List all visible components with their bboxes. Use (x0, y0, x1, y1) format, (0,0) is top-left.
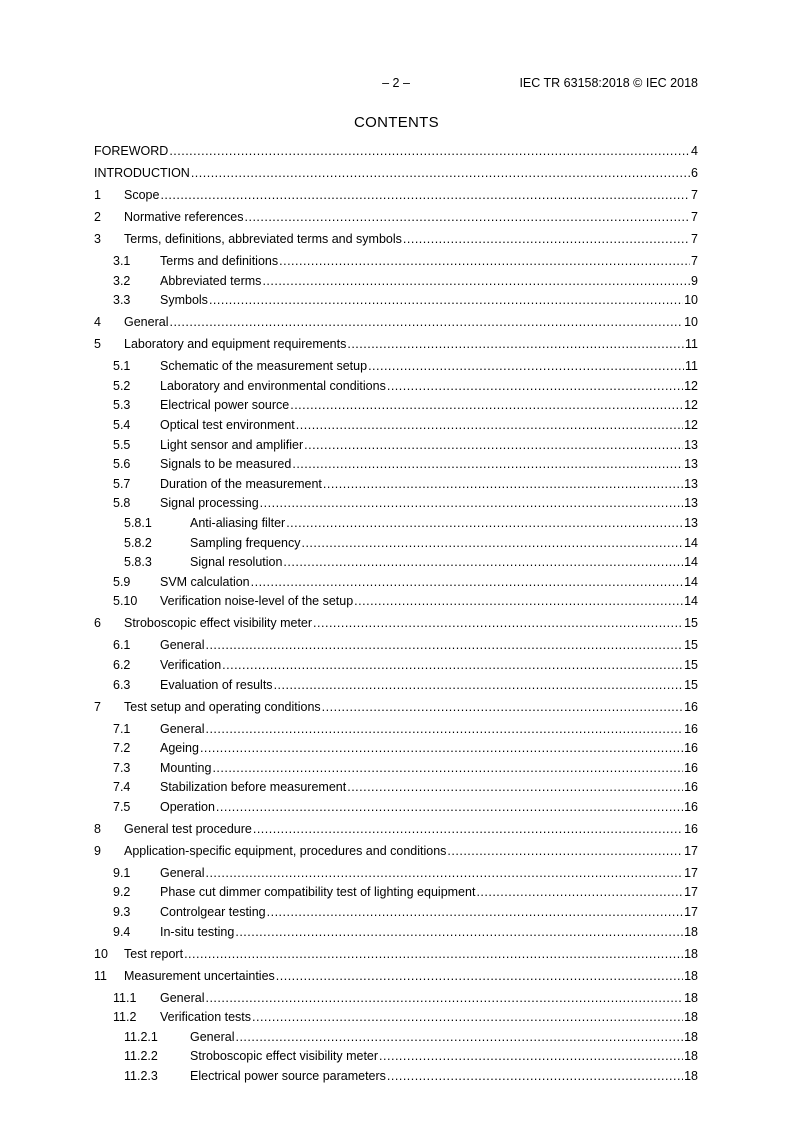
toc-entry-page[interactable]: 17 (684, 865, 698, 880)
toc-entry-page[interactable]: 18 (684, 968, 698, 983)
page-header (0, 76, 793, 92)
toc-entry-page[interactable]: 16 (684, 821, 698, 836)
toc-entry-number: 7.5 (113, 799, 131, 814)
toc-entry-number: 7.1 (113, 721, 131, 736)
toc-leader-dots (368, 359, 684, 374)
toc-entry-title[interactable]: Laboratory and equipment requirements (124, 337, 347, 352)
toc-entry-title[interactable]: Stabilization before measurement (160, 780, 347, 795)
toc-entry-title[interactable]: Verification (160, 657, 222, 672)
toc-entry-title[interactable]: Anti-aliasing filter (190, 515, 286, 530)
toc-entry[interactable] (94, 594, 698, 609)
toc-entry-number: 6.2 (113, 657, 131, 672)
toc-entry-title[interactable]: Operation (160, 799, 215, 814)
toc-entry[interactable] (94, 516, 698, 531)
toc-entry-page[interactable]: 12 (684, 398, 698, 413)
toc-leader-dots (245, 210, 691, 225)
toc-leader-dots (222, 658, 683, 673)
toc-entry[interactable] (94, 536, 698, 551)
toc-entry-number: 11.2.3 (124, 1069, 158, 1084)
toc-entry[interactable] (94, 166, 698, 181)
toc-entry-number: 5.8.1 (124, 515, 152, 530)
toc-leader-dots (313, 616, 683, 631)
toc-entry-page[interactable]: 13 (684, 515, 698, 530)
toc-entry-page[interactable]: 6 (691, 166, 698, 180)
toc-entry-page[interactable]: 14 (684, 594, 698, 609)
toc-entry-page[interactable]: 17 (684, 905, 698, 920)
toc-entry-title[interactable]: Terms, definitions, abbreviated terms and symbols (124, 232, 402, 246)
toc-entry[interactable] (94, 1030, 698, 1045)
toc-entry[interactable] (94, 947, 698, 962)
toc-entry-page[interactable]: 18 (684, 1069, 698, 1084)
toc-leader-dots (286, 516, 683, 531)
toc-leader-dots (169, 144, 690, 159)
toc-entry-page[interactable]: 16 (684, 780, 698, 795)
toc-entry[interactable] (94, 616, 698, 631)
toc-leader-dots (262, 274, 690, 289)
toc-entry-title[interactable]: Mounting (160, 760, 212, 775)
toc-entry-number: 11.2.1 (124, 1029, 158, 1044)
toc-entry-page[interactable]: 12 (684, 378, 698, 393)
toc-entry[interactable] (94, 925, 698, 940)
toc-entry-page[interactable]: 16 (684, 721, 698, 736)
toc-leader-dots (274, 678, 684, 693)
toc-entry-number: 1 (94, 188, 101, 202)
toc-entry-page[interactable]: 16 (684, 799, 698, 814)
toc-entry-title[interactable]: Optical test environment (160, 417, 295, 432)
toc-leader-dots (216, 800, 683, 815)
toc-entry-title[interactable]: Electrical power source (160, 398, 290, 413)
toc-leader-dots (235, 925, 683, 940)
toc-entry-title[interactable]: INTRODUCTION (94, 166, 190, 180)
toc-entry-page[interactable]: 9 (691, 273, 698, 288)
toc-entry-title[interactable]: In-situ testing (160, 924, 235, 939)
toc-entry[interactable] (94, 1010, 698, 1025)
toc-entry-number: 7.4 (113, 780, 131, 795)
toc-entry[interactable] (94, 991, 698, 1006)
toc-entry-title[interactable]: Electrical power source parameters (190, 1069, 386, 1084)
toc-entry-page[interactable]: 18 (684, 990, 698, 1005)
table-of-contents (94, 144, 698, 1084)
toc-entry[interactable] (94, 315, 698, 330)
toc-entry-number: 7 (94, 699, 101, 714)
toc-entry-title[interactable]: Evaluation of results (160, 677, 273, 692)
toc-entry-title[interactable]: Controlgear testing (160, 905, 266, 920)
toc-entry[interactable] (94, 700, 698, 715)
toc-entry-title[interactable]: Schematic of the measurement setup (160, 359, 368, 374)
toc-entry-page[interactable]: 18 (684, 1049, 698, 1064)
toc-entry-number: 5.3 (113, 398, 131, 413)
toc-entry-title[interactable]: Scope (124, 188, 160, 202)
toc-leader-dots (212, 761, 683, 776)
toc-entry-title[interactable]: General (160, 638, 205, 653)
toc-entry-number: 4 (94, 315, 101, 330)
toc-entry-number: 5.8.3 (124, 555, 152, 570)
toc-entry-page[interactable]: 13 (684, 457, 698, 472)
toc-entry[interactable] (94, 254, 698, 269)
toc-entry-number: 5.8 (113, 496, 131, 511)
toc-entry[interactable] (94, 1049, 698, 1064)
toc-entry-page[interactable]: 15 (684, 638, 698, 653)
toc-entry-page[interactable]: 7 (691, 232, 698, 246)
toc-leader-dots (253, 822, 683, 837)
toc-entry-number: 5.7 (113, 476, 131, 491)
toc-entry[interactable] (94, 575, 698, 590)
toc-entry-number: 5 (94, 337, 101, 352)
toc-leader-dots (205, 991, 683, 1006)
toc-entry[interactable] (94, 379, 698, 394)
toc-entry-page[interactable]: 13 (684, 476, 698, 491)
toc-entry-number: 6.1 (113, 638, 131, 653)
toc-leader-dots (191, 166, 690, 181)
toc-entry[interactable] (94, 658, 698, 673)
toc-leader-dots (387, 1069, 683, 1084)
toc-leader-dots (235, 1030, 683, 1045)
toc-entry[interactable] (94, 780, 698, 795)
toc-entry[interactable] (94, 1069, 698, 1084)
document-reference: IEC TR 63158:2018 © IEC 2018 (519, 76, 698, 90)
toc-entry[interactable] (94, 885, 698, 900)
toc-entry-title[interactable]: Stroboscopic effect visibility meter (190, 1049, 379, 1064)
toc-entry-title[interactable]: Stroboscopic effect visibility meter (124, 616, 313, 631)
toc-entry-page[interactable]: 7 (691, 254, 698, 268)
toc-entry-number: 3 (94, 232, 101, 246)
toc-entry-number: 3.2 (113, 273, 131, 288)
toc-entry-number: 5.1 (113, 359, 131, 374)
toc-leader-dots (209, 293, 683, 308)
toc-entry-page[interactable]: 17 (684, 843, 698, 858)
toc-entry[interactable] (94, 398, 698, 413)
toc-entry-page[interactable]: 14 (684, 535, 698, 550)
toc-entry[interactable] (94, 418, 698, 433)
toc-entry-title[interactable]: FOREWORD (94, 144, 169, 158)
toc-entry-number: 11.2.2 (124, 1049, 158, 1064)
toc-leader-dots (292, 457, 683, 472)
toc-entry-title[interactable]: Normative references (124, 210, 244, 224)
toc-entry-number: 5.9 (113, 574, 131, 589)
toc-leader-dots (387, 379, 683, 394)
toc-entry-page[interactable]: 15 (684, 657, 698, 672)
toc-entry-title[interactable]: General (190, 1029, 235, 1044)
page-title: CONTENTS (354, 114, 439, 131)
toc-leader-dots (290, 398, 683, 413)
toc-entry-title[interactable]: Phase cut dimmer compatibility test of lighting equipment (160, 885, 476, 900)
toc-entry-number: 3.1 (113, 254, 131, 268)
toc-leader-dots (260, 496, 683, 511)
toc-entry-page[interactable]: 18 (684, 924, 698, 939)
toc-entry-page[interactable]: 14 (684, 574, 698, 589)
toc-leader-dots (251, 575, 683, 590)
toc-entry-page[interactable]: 15 (684, 677, 698, 692)
toc-leader-dots (379, 1049, 683, 1064)
toc-entry-number: 11 (94, 968, 107, 983)
toc-leader-dots (276, 969, 683, 984)
toc-entry[interactable] (94, 866, 698, 881)
toc-entry-number: 9.1 (113, 865, 131, 880)
toc-entry-page[interactable]: 7 (691, 188, 698, 202)
toc-entry-page[interactable]: 16 (684, 699, 698, 714)
toc-entry[interactable] (94, 188, 698, 203)
toc-leader-dots (304, 438, 683, 453)
toc-entry-number: 5.8.2 (124, 535, 152, 550)
page-number: – 2 – (382, 76, 410, 90)
toc-entry-page[interactable]: 12 (684, 417, 698, 432)
toc-entry-title[interactable]: Sampling frequency (190, 535, 301, 550)
toc-entry[interactable] (94, 969, 698, 984)
toc-entry-number: 9.3 (113, 905, 131, 920)
toc-leader-dots (347, 780, 683, 795)
toc-leader-dots (403, 232, 690, 247)
toc-entry[interactable] (94, 844, 698, 859)
toc-entry-page[interactable]: 7 (691, 210, 698, 224)
toc-entry-page[interactable]: 15 (684, 616, 698, 631)
toc-entry[interactable] (94, 359, 698, 374)
toc-entry-page[interactable]: 18 (684, 1029, 698, 1044)
toc-entry-page[interactable]: 10 (684, 315, 698, 330)
toc-entry-title[interactable]: Measurement uncertainties (124, 968, 275, 983)
toc-entry-page[interactable]: 16 (684, 760, 698, 775)
toc-entry-title[interactable]: Verification tests (160, 1010, 252, 1025)
toc-entry[interactable] (94, 457, 698, 472)
toc-entry[interactable] (94, 438, 698, 453)
toc-entry-page[interactable]: 13 (684, 437, 698, 452)
toc-entry-title[interactable]: Laboratory and environmental conditions (160, 378, 386, 393)
toc-entry[interactable] (94, 722, 698, 737)
toc-entry[interactable] (94, 337, 698, 352)
toc-entry-title[interactable]: General (160, 990, 205, 1005)
toc-entry-number: 11.2 (113, 1010, 137, 1025)
toc-entry-title[interactable]: Application-specific equipment, procedures and conditions (124, 843, 447, 858)
toc-entry-number: 6 (94, 616, 101, 631)
toc-leader-dots (283, 555, 683, 570)
toc-entry-title[interactable]: Light sensor and amplifier (160, 437, 304, 452)
toc-entry-number: 9.2 (113, 885, 131, 900)
toc-entry-title[interactable]: Duration of the measurement (160, 476, 322, 491)
toc-leader-dots (205, 638, 683, 653)
toc-leader-dots (267, 905, 683, 920)
toc-entry-page[interactable]: 4 (691, 144, 698, 158)
toc-entry-title[interactable]: Signals to be measured (160, 457, 292, 472)
toc-leader-dots (476, 885, 683, 900)
toc-entry[interactable] (94, 822, 698, 837)
toc-entry-page[interactable]: 16 (684, 741, 698, 756)
toc-entry-number: 9.4 (113, 924, 131, 939)
toc-entry-page[interactable]: 13 (684, 496, 698, 511)
toc-leader-dots (296, 418, 683, 433)
toc-entry[interactable] (94, 905, 698, 920)
toc-entry-number: 2 (94, 210, 101, 224)
toc-entry[interactable] (94, 678, 698, 693)
toc-entry-page[interactable]: 18 (684, 1010, 698, 1025)
toc-entry[interactable] (94, 477, 698, 492)
toc-entry[interactable] (94, 210, 698, 225)
toc-entry-number: 11.1 (113, 990, 137, 1005)
toc-leader-dots (160, 188, 690, 203)
toc-leader-dots (323, 477, 683, 492)
toc-entry[interactable] (94, 496, 698, 511)
toc-leader-dots (252, 1010, 683, 1025)
toc-entry-title[interactable]: Test report (124, 946, 184, 961)
toc-leader-dots (322, 700, 683, 715)
toc-entry-title[interactable]: Signal resolution (190, 555, 283, 570)
toc-leader-dots (205, 722, 683, 737)
toc-leader-dots (354, 594, 683, 609)
toc-leader-dots (347, 337, 684, 352)
toc-leader-dots (447, 844, 683, 859)
toc-entry-number: 6.3 (113, 677, 131, 692)
toc-entry-number: 5.6 (113, 457, 131, 472)
toc-entry[interactable] (94, 555, 698, 570)
toc-leader-dots (169, 315, 683, 330)
toc-entry-number: 5.4 (113, 417, 131, 432)
toc-entry-title[interactable]: Terms and definitions (160, 254, 279, 268)
toc-entry-number: 5.10 (113, 594, 138, 609)
toc-entry-number: 9 (94, 843, 101, 858)
toc-entry[interactable] (94, 232, 698, 247)
toc-entry[interactable] (94, 144, 698, 159)
toc-leader-dots (301, 536, 683, 551)
toc-entry-page[interactable]: 17 (684, 885, 698, 900)
toc-leader-dots (200, 741, 683, 756)
toc-entry-page[interactable]: 11 (685, 359, 698, 374)
toc-entry[interactable] (94, 638, 698, 653)
toc-entry-page[interactable]: 11 (685, 337, 698, 352)
toc-entry[interactable] (94, 761, 698, 776)
toc-entry-page[interactable]: 18 (684, 946, 698, 961)
toc-entry[interactable] (94, 741, 698, 756)
toc-entry-title[interactable]: Abbreviated terms (160, 273, 262, 288)
toc-entry[interactable] (94, 293, 698, 308)
toc-leader-dots (184, 947, 683, 962)
toc-entry-title[interactable]: Signal processing (160, 496, 259, 511)
toc-entry-number: 8 (94, 821, 101, 836)
toc-entry-title[interactable]: SVM calculation (160, 574, 250, 589)
toc-entry[interactable] (94, 274, 698, 289)
toc-leader-dots (279, 254, 690, 269)
toc-entry-title[interactable]: Ageing (160, 741, 199, 756)
toc-entry-page[interactable]: 10 (684, 293, 698, 308)
toc-entry-title[interactable]: General (160, 865, 205, 880)
toc-entry-number: 10 (94, 946, 108, 961)
toc-entry-title[interactable]: General (124, 315, 169, 330)
toc-entry-title[interactable]: Symbols (160, 293, 208, 308)
toc-entry-title[interactable]: General test procedure (124, 821, 252, 836)
toc-entry-title[interactable]: Verification noise-level of the setup (160, 594, 354, 609)
toc-entry-number: 7.3 (113, 760, 131, 775)
toc-entry-page[interactable]: 14 (684, 555, 698, 570)
toc-entry[interactable] (94, 800, 698, 815)
toc-entry-title[interactable]: General (160, 721, 205, 736)
toc-entry-number: 5.2 (113, 378, 131, 393)
toc-entry-number: 7.2 (113, 741, 131, 756)
toc-entry-title[interactable]: Test setup and operating conditions (124, 699, 321, 714)
toc-leader-dots (205, 866, 683, 881)
toc-entry-number: 5.5 (113, 437, 131, 452)
toc-entry-number: 3.3 (113, 293, 131, 308)
